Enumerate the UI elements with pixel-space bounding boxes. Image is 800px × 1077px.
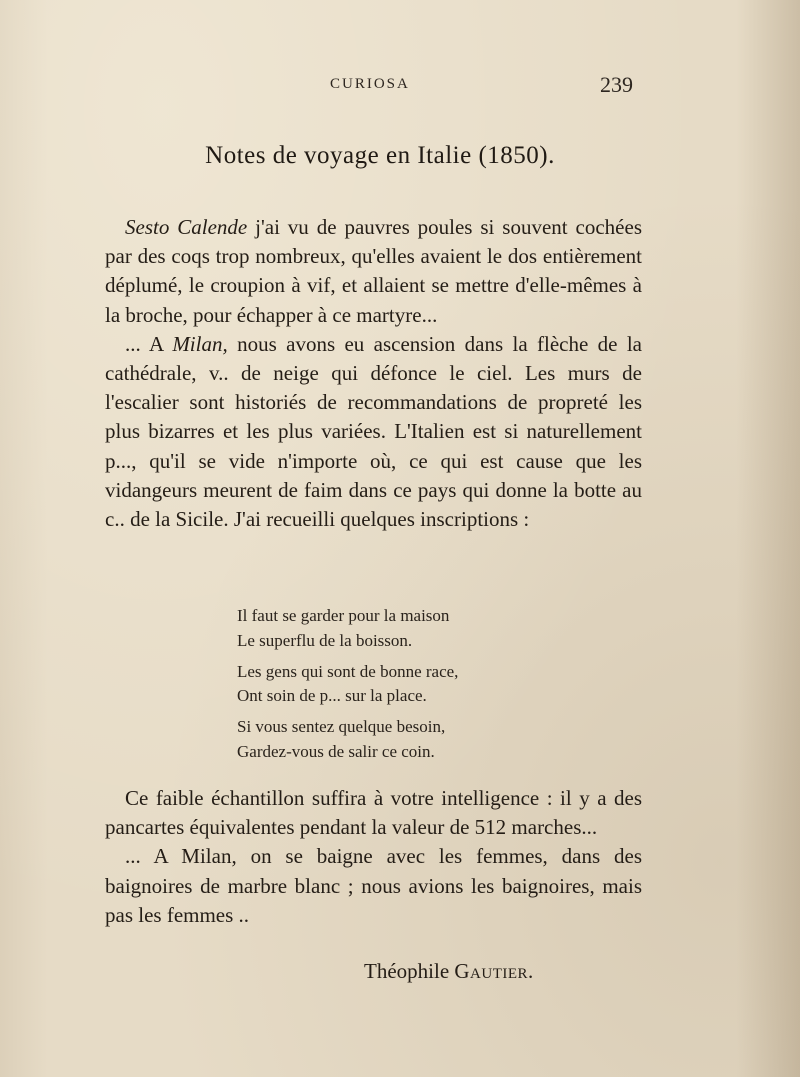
running-title: CURIOSA bbox=[330, 76, 410, 92]
section-title: Notes de voyage en Italie (1850). bbox=[205, 142, 555, 169]
verse-line: Gardez-vous de salir ce coin. bbox=[237, 741, 435, 761]
author-signature bbox=[364, 959, 534, 984]
paragraph-1-text: j'ai vu de pauvres poules si souvent cochées par des coqs trop nombreux, qu'elles avaient le dos entièrement déplumé, le croupion à vif, et allaient se mettre d'elle-mêmes à la broche, pour échapper à ce martyre... bbox=[105, 215, 642, 327]
verse-stanza bbox=[237, 715, 567, 765]
text-block-upper bbox=[105, 213, 642, 534]
verse-line: Ont soin de p... sur la place. bbox=[237, 686, 427, 706]
text-block-lower bbox=[105, 784, 642, 930]
page-number: 239 bbox=[600, 72, 633, 97]
verse-line: Si vous sentez quelque besoin, bbox=[237, 717, 446, 737]
running-head bbox=[0, 72, 800, 100]
verse-line: Le superflu de la boisson. bbox=[237, 630, 413, 650]
paragraph-sample: Ce faible échantillon suffira à votre intelligence : il y a des pancartes équivalentes pendant la valeur de 512 marches... bbox=[105, 786, 642, 840]
paragraph-baths: ... A Milan, on se baigne avec les femmes, dans des baignoires de marbre blanc ; nous avions les baignoires, mais pas les femmes .. bbox=[105, 844, 642, 927]
place-sesto-calende: Sesto Calende bbox=[125, 215, 248, 239]
paragraph-sesto-calende bbox=[105, 213, 642, 330]
paragraph-milan-cathedral bbox=[105, 330, 642, 534]
author-first-name: Théophile bbox=[364, 959, 450, 983]
verse-line: Il faut se garder pour la maison bbox=[237, 606, 450, 625]
author-last-name: Gautier. bbox=[454, 959, 534, 983]
paragraph-2-lead: ... A bbox=[125, 331, 173, 356]
inscriptions-verses bbox=[237, 604, 567, 771]
place-milan: Milan, bbox=[172, 331, 228, 356]
verse-line: Les gens qui sont de bonne race, bbox=[237, 661, 459, 681]
verse-stanza bbox=[237, 604, 567, 654]
paragraph-2-text: nous avons eu ascension dans la flèche de la cathédrale, v.. de neige qui défonce le ciel. Les murs de l'escalier sont historiés de recommandations de propreté les plus bizarres et les plus variées. L'Italien est si naturellement p..., qu'il se vide n'importe où, ce qui est cause que les vidangeurs meurent de faim dans ce pays qui donne la botte au c.. de la Sicile. J'ai recueilli quelques inscriptions : bbox=[105, 331, 642, 532]
verse-stanza bbox=[237, 660, 567, 710]
